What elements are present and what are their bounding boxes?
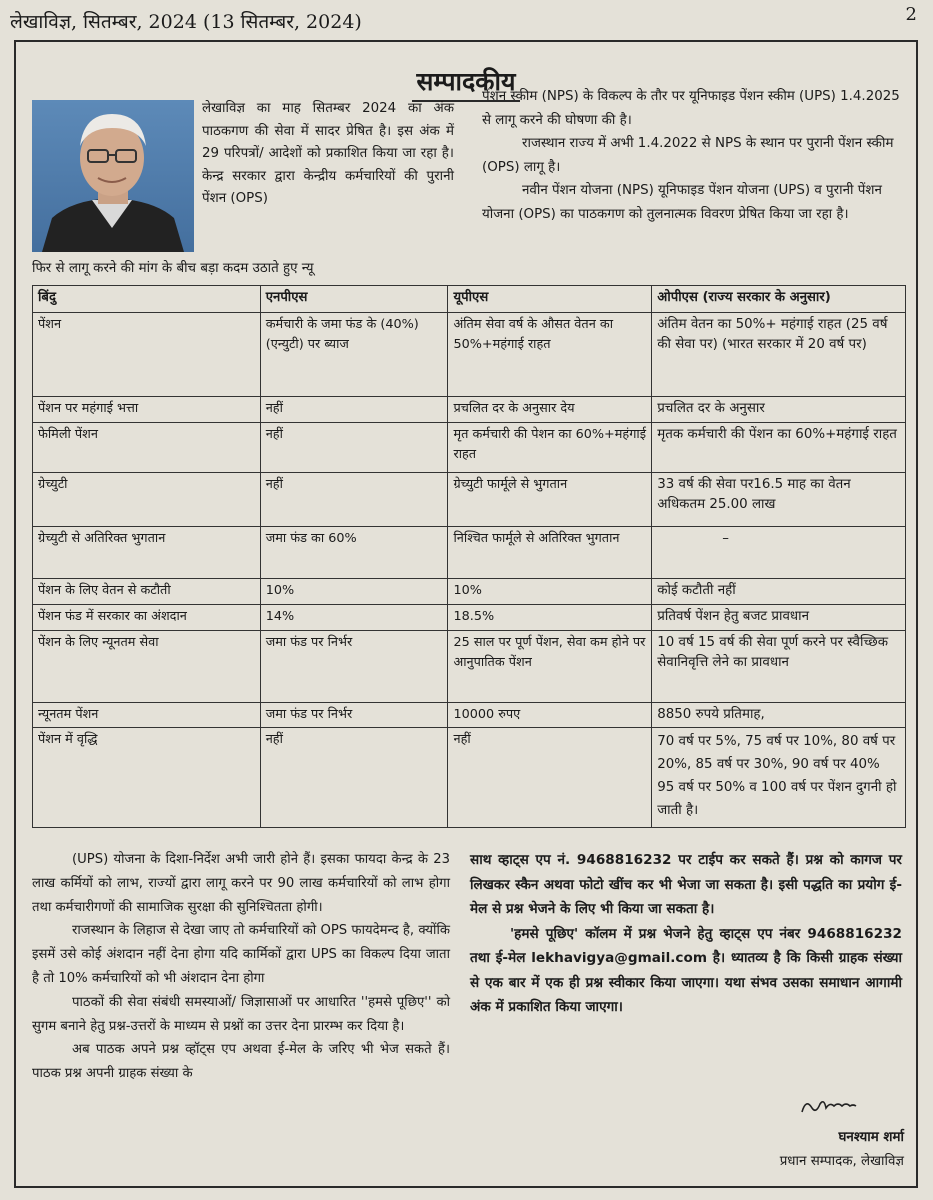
editor-name: घनश्याम शर्मा bbox=[838, 1130, 904, 1145]
intro-text-wide bbox=[32, 258, 456, 280]
table-row bbox=[33, 397, 906, 423]
header-ups: यूपीएस bbox=[448, 286, 652, 313]
bottom-left-paragraph: राजस्थान के लिहाज से देखा जाए तो कर्मचारियों को OPS फायदेमन्द है, क्योंकि इसमें उसे कोई अंशदान नहीं देना होगा यदि कार्मिकों द्वारा UPS का विकल्प दिया जाता है तो 10% कर्मचारियों को भी अंशदान देना होगा bbox=[32, 923, 450, 986]
cell-ops: अंतिम वेतन का 50%+ महंगाई राहत (25 वर्ष की सेवा पर) (भारत सरकार में 20 वर्ष पर) bbox=[652, 313, 906, 397]
table-row bbox=[33, 579, 906, 605]
cell-ups: प्रचलित दर के अनुसार देय bbox=[448, 397, 652, 423]
cell-nps: नहीं bbox=[260, 423, 448, 473]
cell-ups: नहीं bbox=[448, 728, 652, 828]
cell-ops: – bbox=[652, 527, 906, 579]
cell-ups: मृत कर्मचारी की पेशन का 60%+महंगाई राहत bbox=[448, 423, 652, 473]
cell-ops: 8850 रुपये प्रतिमाह, bbox=[652, 703, 906, 728]
table-row bbox=[33, 703, 906, 728]
cell-ups: ग्रेच्युटी फार्मूले से भुगतान bbox=[448, 473, 652, 527]
cell-point: पेंशन में वृद्धि bbox=[33, 728, 261, 828]
cell-point: ग्रेच्युटी से अतिरिक्त भुगतान bbox=[33, 527, 261, 579]
table-row bbox=[33, 728, 906, 828]
bottom-left-paragraph: अब पाठक अपने प्रश्न व्हॉट्स एप अथवा ई-मेल के जरिए भी भेज सकते हैं। पाठक प्रश्न अपनी ग्राहक संख्या के bbox=[32, 1042, 450, 1082]
table-row bbox=[33, 313, 906, 397]
cell-ups: 10000 रुपए bbox=[448, 703, 652, 728]
cell-ops: मृतक कर्मचारी की पेंशन का 60%+महंगाई राहत bbox=[652, 423, 906, 473]
bottom-right-column bbox=[470, 848, 902, 1020]
cell-ops: प्रतिवर्ष पेंशन हेतु बजट प्रावधान bbox=[652, 605, 906, 631]
intro-paragraph-wide: फिर से लागू करने की मांग के बीच बड़ा कदम उठाते हुए न्यू bbox=[32, 261, 314, 276]
intro-paragraph-1: लेखाविज्ञ का माह सितम्बर 2024 का अंक पाठकगण की सेवा में सादर प्रेषित है। इस अंक में 29 परिपत्रों/ आदेशों को प्रकाशित किया जा रहा है। केन्द्र सरकार द्वारा केन्द्रीय कर्मचारियों की पुरानी पेंशन (OPS) bbox=[202, 101, 454, 206]
cell-point: पेंशन पर महंगाई भत्ता bbox=[33, 397, 261, 423]
cell-nps: जमा फंड का 60% bbox=[260, 527, 448, 579]
editor-title: प्रधान सम्पादक, लेखाविज्ञ bbox=[779, 1154, 904, 1169]
cell-ups: निश्चित फार्मूले से अतिरिक्त भुगतान bbox=[448, 527, 652, 579]
issue-date-header: लेखाविज्ञ, सितम्बर, 2024 (13 सितम्बर, 2024) bbox=[10, 11, 362, 33]
table-row bbox=[33, 631, 906, 703]
cell-ups: अंतिम सेवा वर्ष के औसत वेतन का 50%+महंगाई राहत bbox=[448, 313, 652, 397]
cell-nps: नहीं bbox=[260, 728, 448, 828]
cell-nps: 14% bbox=[260, 605, 448, 631]
cell-ops: 33 वर्ष की सेवा पर16.5 माह का वेतन अधिकतम 25.00 लाख bbox=[652, 473, 906, 527]
page-header bbox=[10, 4, 923, 36]
header-nps: एनपीएस bbox=[260, 286, 448, 313]
cell-nps: 10% bbox=[260, 579, 448, 605]
bottom-left-paragraph: पाठकों की सेवा संबंधी समस्याओं/ जिज्ञासाओं पर आधारित ''हमसे पूछिए'' को सुगम बनाने हेतु प्रश्न-उत्तरों के माध्यम से प्रश्नों का उत्तर देना प्रारम्भ कर दिया है। bbox=[32, 994, 450, 1034]
cell-ops: 10 वर्ष 15 वर्ष की सेवा पूर्ण करने पर स्वैच्छिक सेवानिवृत्ति लेने का प्रावधान bbox=[652, 631, 906, 703]
table-row bbox=[33, 605, 906, 631]
cell-ops: 70 वर्ष पर 5%, 75 वर्ष पर 10%, 80 वर्ष पर 20%, 85 वर्ष पर 30%, 90 वर्ष पर 40% 95 वर्ष पर 50% व 100 वर्ष पर पेंशन दुगनी हो जाती है। bbox=[652, 728, 906, 828]
cell-ops: प्रचलित दर के अनुसार bbox=[652, 397, 906, 423]
cell-ops: कोई कटौती नहीं bbox=[652, 579, 906, 605]
cell-nps: नहीं bbox=[260, 473, 448, 527]
cell-ups: 18.5% bbox=[448, 605, 652, 631]
bottom-left-paragraph: (UPS) योजना के दिशा-निर्देश अभी जारी होने हैं। इसका फायदा केन्द्र के 23 लाख कर्मियों को लाभ, राज्यों द्वारा लागू करने पर 90 लाख कर्मचारियों को लाभ होगा तथा कर्मचारीगणों की सामाजिक सुरक्षा की सुनिश्चितता होगी। bbox=[32, 852, 450, 915]
bottom-right-paragraph: 'हमसे पूछिए' कॉलम में प्रश्न भेजने हेतु व्हाट्स एप नंबर 9468816232 तथा ई-मेल lekhavigya@gmail.com है। ध्यातव्य है कि किसी ग्राहक संख्या से एक बार में एक ही प्रश्न स्वीकार किया जाएगा। यथा संभव उसका समाधान आगामी अंक में प्रकाशित किया जाएगा। bbox=[470, 925, 902, 1015]
cell-nps: कर्मचारी के जमा फंड के (40%) (एन्युटी) पर ब्याज bbox=[260, 313, 448, 397]
cell-nps: जमा फंड पर निर्भर bbox=[260, 703, 448, 728]
person-portrait-icon bbox=[32, 100, 194, 252]
page-number: 2 bbox=[905, 4, 917, 25]
pension-comparison-table bbox=[32, 285, 906, 828]
cell-point: पेंशन bbox=[33, 313, 261, 397]
editorial-frame bbox=[14, 40, 918, 1188]
table-row bbox=[33, 423, 906, 473]
editor-signature bbox=[780, 1126, 904, 1174]
handwritten-signature-icon bbox=[798, 1094, 858, 1118]
editorial-title: सम्पादकीय bbox=[16, 64, 916, 102]
intro-paragraph-2: पेंशन स्कीम (NPS) के विकल्प के तौर पर यूनिफाइड पेंशन स्कीम (UPS) 1.4.2025 से लागू करने की घोषणा की है। bbox=[482, 89, 900, 128]
cell-point: न्यूनतम पेंशन bbox=[33, 703, 261, 728]
intro-text-column-2 bbox=[482, 85, 910, 226]
cell-point: पेंशन के लिए न्यूनतम सेवा bbox=[33, 631, 261, 703]
cell-ups: 25 साल पर पूर्ण पेंशन, सेवा कम होने पर आनुपातिक पेंशन bbox=[448, 631, 652, 703]
cell-nps: नहीं bbox=[260, 397, 448, 423]
cell-point: पेंशन फंड में सरकार का अंशदान bbox=[33, 605, 261, 631]
table-header-row bbox=[33, 286, 906, 313]
table-row bbox=[33, 473, 906, 527]
cell-point: फेमिली पेंशन bbox=[33, 423, 261, 473]
bottom-right-paragraph: साथ व्हाट्स एप नं. 9468816232 पर टाईप कर सकते हैं। प्रश्न को कागज पर लिखकर स्कैन अथवा फोटो खींच कर भी भेजा जा सकता है। इसी पद्धति का प्रयोग ई-मेल से प्रश्न भेजने के लिए भी किया जा सकता है। bbox=[470, 852, 902, 917]
cell-nps: जमा फंड पर निर्भर bbox=[260, 631, 448, 703]
intro-text-column-1 bbox=[202, 98, 454, 211]
cell-point: पेंशन के लिए वेतन से कटौती bbox=[33, 579, 261, 605]
cell-point: ग्रेच्युटी bbox=[33, 473, 261, 527]
header-point: बिंदु bbox=[33, 286, 261, 313]
bottom-left-column bbox=[32, 848, 450, 1086]
header-ops: ओपीएस (राज्य सरकार के अनुसार) bbox=[652, 286, 906, 313]
intro-paragraph-4: नवीन पेंशन योजना (NPS) यूनिफाइड पेंशन योजना (UPS) व पुरानी पेंशन योजना (OPS) का पाठकगण को तुलनात्मक विवरण प्रेषित किया जा रहा है। bbox=[482, 183, 882, 222]
cell-ups: 10% bbox=[448, 579, 652, 605]
intro-paragraph-3: राजस्थान राज्य में अभी 1.4.2022 से NPS के स्थान पर पुरानी पेंशन स्कीम (OPS) लागू है। bbox=[482, 136, 894, 175]
table-row bbox=[33, 527, 906, 579]
